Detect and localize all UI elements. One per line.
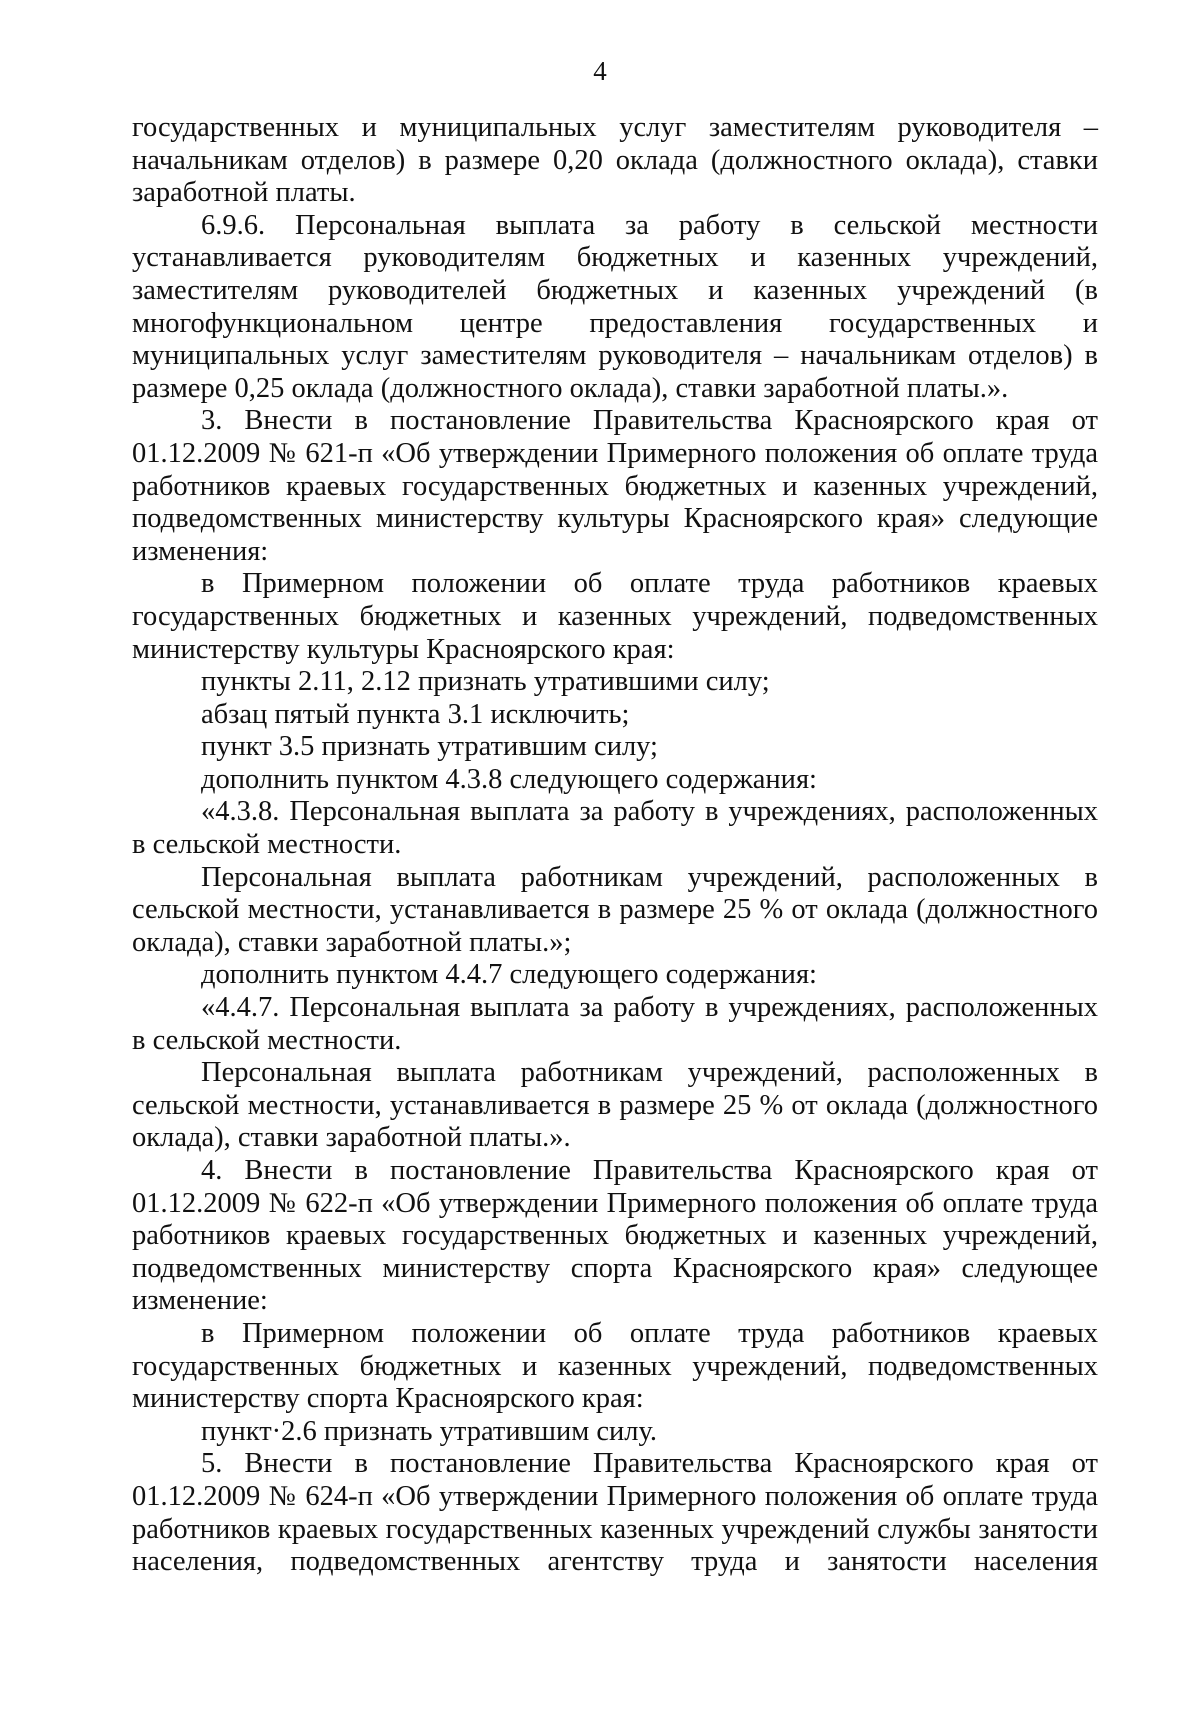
- paragraph-item-5: 5. Внести в постановление Правительства Красноярского края от 01.12.2009 № 624-п «Об утверждении Примерного положения об оплате труда работников краевых государственных казенных учреждений службы занятости населения, подведомственных агентству труда и занятости населения: [132, 1448, 1098, 1578]
- paragraph-continuation: государственных и муниципальных услуг заместителям руководителя – начальникам отделов) в размере 0,20 оклада (должностного оклада), ставки заработной платы.: [132, 112, 1098, 209]
- paragraph-item-4: 4. Внести в постановление Правительства Красноярского края от 01.12.2009 № 622-п «Об утверждении Примерного положения об оплате труда работников краевых государственных бюджетных и казенных учреждений, подведомственных министерству спорта Красноярского края» следующее изменение:: [132, 1155, 1098, 1317]
- paragraph-item-3-clause-c: пункт 3.5 признать утратившим силу;: [201, 731, 658, 763]
- paragraph-item-3-clause-e: дополнить пунктом 4.4.7 следующего содержания:: [201, 959, 817, 991]
- paragraph-item-4-intro: в Примерном положении об оплате труда работников краевых государственных бюджетных и казенных учреждений, подведомственных министерству спорта Красноярского края:: [132, 1317, 1098, 1415]
- paragraph-item-3-clause-d: дополнить пунктом 4.3.8 следующего содержания:: [201, 763, 817, 795]
- paragraph-4-3-8-body: Персональная выплата работникам учреждений, расположенных в сельской местности, устанавливается в размере 25 % от оклада (должностного оклада), ставки заработной платы.»;: [132, 861, 1098, 958]
- paragraph-6-9-6: 6.9.6. Персональная выплата за работу в сельской местности устанавливается руководителям бюджетных и казенных учреждений, заместителям руководителей бюджетных и казенных учреждений (в многофункциональном центре предоставления государственных и муниципальных услуг заместителям руководителя – начальникам отделов) в размере 0,25 оклада (должностного оклада), ставки заработной платы.».: [132, 209, 1098, 404]
- paragraph-4-4-7: «4.4.7. Персональная выплата за работу в учреждениях, расположенных в сельской местности.: [132, 992, 1098, 1056]
- paragraph-item-4-clause: пункт·2.6 признать утратившим силу.: [201, 1415, 658, 1447]
- paragraph-4-3-8: «4.3.8. Персональная выплата за работу в учреждениях, расположенных в сельской местности.: [132, 796, 1098, 861]
- paragraph-item-3: 3. Внести в постановление Правительства Красноярского края от 01.12.2009 № 621-п «Об утверждении Примерного положения об оплате труда работников краевых государственных бюджетных и казенных учреждений, подведомственных министерству культуры Красноярского края» следующие изменения:: [132, 405, 1098, 567]
- page-number: 4: [593, 56, 607, 86]
- paragraph-item-3-clause-b: абзац пятый пункта 3.1 исключить;: [201, 698, 630, 730]
- document-body: [132, 112, 1098, 1579]
- paragraph-item-3-clause-a: пункты 2.11, 2.12 признать утратившими силу;: [201, 666, 770, 698]
- paragraph-item-3-intro: в Примерном положении об оплате труда работников краевых государственных бюджетных и казенных учреждений, подведомственных министерству культуры Красноярского края:: [132, 568, 1098, 665]
- paragraph-4-4-7-body: Персональная выплата работникам учреждений, расположенных в сельской местности, устанавливается в размере 25 % от оклада (должностного оклада), ставки заработной платы.».: [132, 1057, 1098, 1154]
